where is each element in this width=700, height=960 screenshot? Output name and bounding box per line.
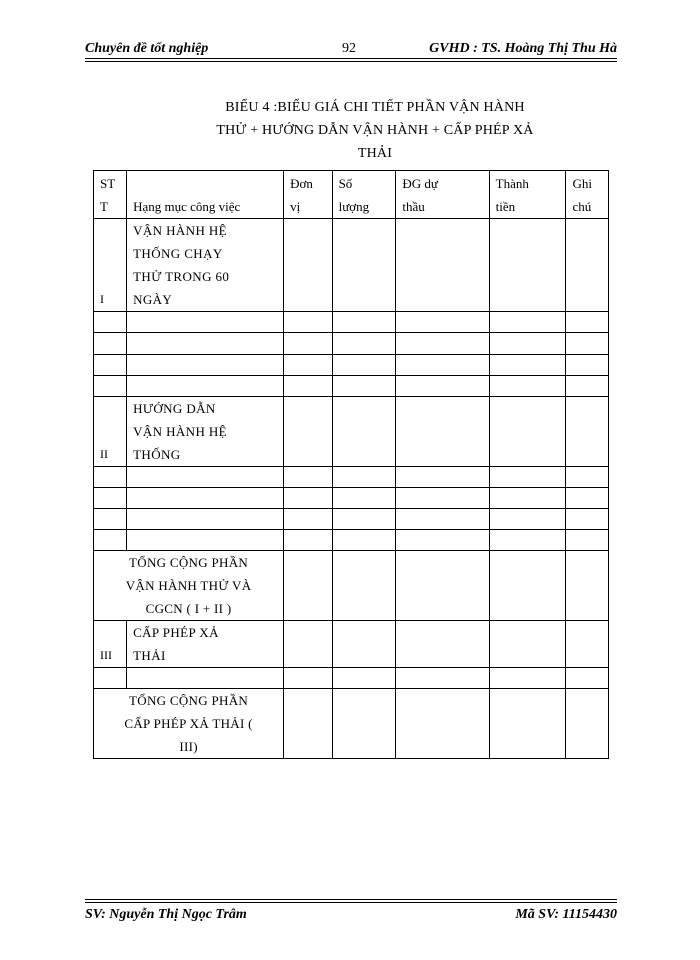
section-2-number: II — [94, 397, 127, 467]
table-row-total-2 — [94, 689, 609, 759]
footer-rule-second — [85, 902, 617, 903]
table-row-empty — [94, 312, 609, 333]
title-line-1: BIỂU 4 :BIỂU GIÁ CHI TIẾT PHẦN VẬN HÀNH — [225, 100, 525, 115]
total-1-label: TỔNG CỘNG PHẦN VẬN HÀNH THỬ VÀ CGCN ( I + II ) — [94, 551, 284, 621]
table-row-empty — [94, 530, 609, 551]
table-title — [180, 96, 570, 165]
title-line-2: THỬ + HƯỚNG DẪN VẬN HÀNH + CẤP PHÉP XẢ — [216, 123, 534, 138]
total-2-label: TỔNG CỘNG PHẦN CẤP PHÉP XẢ THẢI ( III) — [94, 689, 284, 759]
table-row-empty — [94, 376, 609, 397]
table-header-row — [94, 171, 609, 219]
header-item: Hạng mục công việc — [127, 171, 284, 219]
page-number: 92 — [342, 41, 356, 56]
table-row-section-2 — [94, 397, 609, 467]
footer-rule — [85, 899, 617, 900]
table-row-total-1 — [94, 551, 609, 621]
section-3-title: CẤP PHÉP XẢ THẢI — [127, 621, 284, 668]
footer-student-id: Mã SV: 11154430 — [515, 907, 617, 922]
section-1-number: I — [94, 219, 127, 312]
header-unit: Đơn vị — [284, 171, 332, 219]
section-3-number: III — [94, 621, 127, 668]
section-1-title: VẬN HÀNH HỆ THỐNG CHẠY THỬ TRONG 60 NGÀY — [127, 219, 284, 312]
header-quantity: Số lượng — [332, 171, 396, 219]
header-rule-second — [85, 61, 617, 62]
table-row-section-1 — [94, 219, 609, 312]
table-row-empty — [94, 333, 609, 355]
header-amount: Thành tiền — [489, 171, 566, 219]
table-row-empty — [94, 355, 609, 376]
header-course-title: Chuyên đề tốt nghiệp — [85, 41, 209, 56]
header-supervisor: GVHD : TS. Hoàng Thị Thu Hà — [429, 41, 617, 56]
header-bid-price: ĐG dự thầu — [396, 171, 489, 219]
title-line-3: THẢI — [357, 146, 393, 161]
header-note: Ghi chú — [566, 171, 609, 219]
header-rule — [85, 58, 617, 59]
header-stt: ST T — [94, 171, 127, 219]
table-row-empty — [94, 668, 609, 689]
table-row-section-3 — [94, 621, 609, 668]
table-row-empty — [94, 488, 609, 509]
table-row-empty — [94, 467, 609, 488]
section-2-title: HƯỚNG DẪN VẬN HÀNH HỆ THỐNG — [127, 397, 284, 467]
footer-student-name: SV: Nguyễn Thị Ngọc Trâm — [85, 907, 247, 922]
table-row-empty — [94, 509, 609, 530]
price-table — [93, 170, 609, 759]
